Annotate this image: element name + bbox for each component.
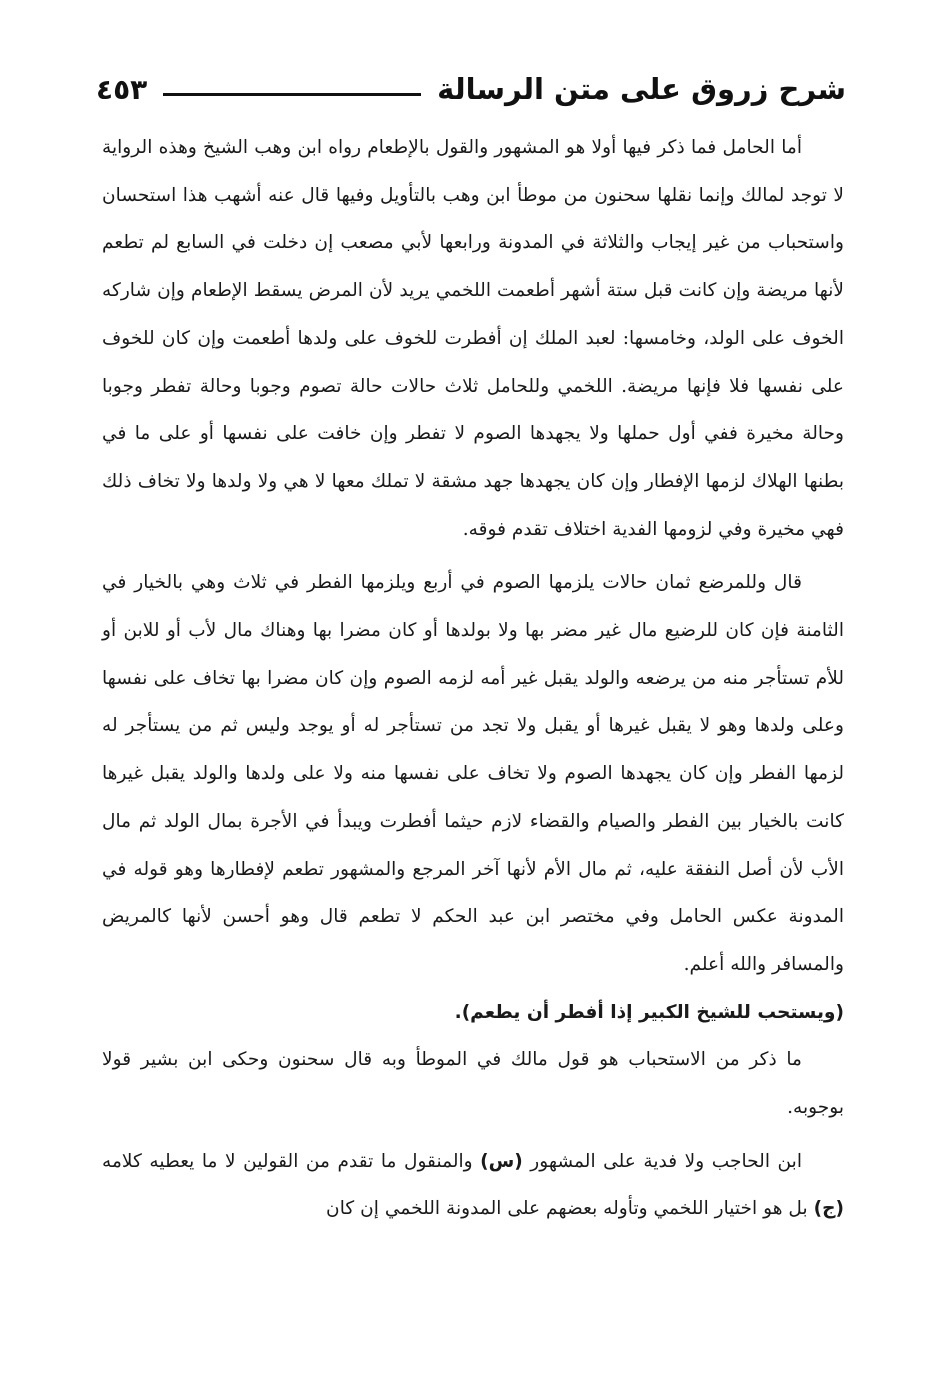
book-title: شرح زروق على متن الرسالة xyxy=(437,72,846,106)
paragraph-ibn-hajib xyxy=(102,1138,844,1233)
paragraph-fasting-pregnant: أما الحامل فما ذكر فيها أولا هو المشهور والقول بالإطعام رواه ابن وهب الشيخ وهذه الرواية لا توجد لمالك وإنما نقلها سحنون من موطأ ابن وهب بالتأويل وفيها قال عنه أشهب هذا استحسان واستحباب من غير إيجاب والثلاثة في المدونة ورابعها لأبي مصعب إن دخلت في السابع لم تطعم لأنها مريضة وإن كانت قبل ستة أشهر أطعمت اللخمي يريد لأن المرض يسقط الإطعام وإن شاركه الخوف على الولد، وخامسها: لعبد الملك إن أفطرت للخوف على ولدها أطعمت وإن كان للخوف على نفسها فلا فإنها مريضة. اللخمي وللحامل ثلاث حالات حالة تصوم وجوبا وحالة تفطر وجوبا وحالة مخيرة ففي أول حملها ولا يجهدها الصوم لا تفطر وإن خافت على نفسها أو على ما في بطنها الهلاك لزمها الإفطار وإن كان يجهدها جهد مشقة لا تملك معها لا هي ولا ولدها ولا تخاف ذلك فهي مخيرة وفي لزومها الفدية اختلاف تقدم فوقه. xyxy=(102,137,844,540)
text-segment: والمنقول ما تقدم من القولين لا ما يعطيه كلامه xyxy=(102,1150,481,1172)
page-number: ٤٥٣ xyxy=(96,72,148,106)
running-header xyxy=(96,64,846,114)
siglum-jim: (ج) xyxy=(813,1198,844,1220)
text-segment: ابن الحاجب ولا فدية على المشهور xyxy=(522,1150,802,1172)
matn-quote-heading: (ويستحب للشيخ الكبير إذا أفطر أن يطعم). xyxy=(454,1001,844,1023)
paragraph-fasting-nursing: قال وللمرضع ثمان حالات يلزمها الصوم في أربع ويلزمها الفطر في ثلاث وهي بالخيار في الثامنة فإن كان للرضيع مال غير مضر بها ولا بولدها أو كان مضرا بها وهناك مال لأب أو للابن أو للأم تستأجر منه من يرضعه والولد يقبل غير أمه لزمه الصوم وإن كان مضرا بها تخاف على نفسها وعلى ولدها وهو لا يقبل غيرها أو يقبل ولا تجد من تستأجر له أو يوجد وليس ثم من يستأجر له لزمها الفطر وإن كان يجهدها الصوم ولا تخاف على نفسها منه ولا على ولدها والولد يقبل غيرها كانت بالخيار بين الفطر والصيام والقضاء لازم حيثما أفطرت ويبدأ في الأجرة بمال الولد ثم مال الأب لأن أصل النفقة عليه، ثم مال الأم لأنها آخر المرجع والمشهور تطعم لإفطارها وهو قوله في المدونة عكس الحامل وفي مختصر ابن عبد الحكم لا تطعم قال وهو أحسن لأنها كالمريض والمسافر والله أعلم. xyxy=(102,572,844,975)
siglum-sin: (س) xyxy=(480,1150,523,1172)
header-rule xyxy=(163,93,421,96)
paragraph-elderly: ما ذكر من الاستحباب هو قول مالك في الموطأ وبه قال سحنون وحكى ابن بشير قولا بوجوبه. xyxy=(102,1049,844,1119)
page-body xyxy=(102,124,844,1233)
text-segment: بل هو اختيار اللخمي وتأوله بعضهم على المدونة اللخمي إن كان xyxy=(326,1198,814,1220)
